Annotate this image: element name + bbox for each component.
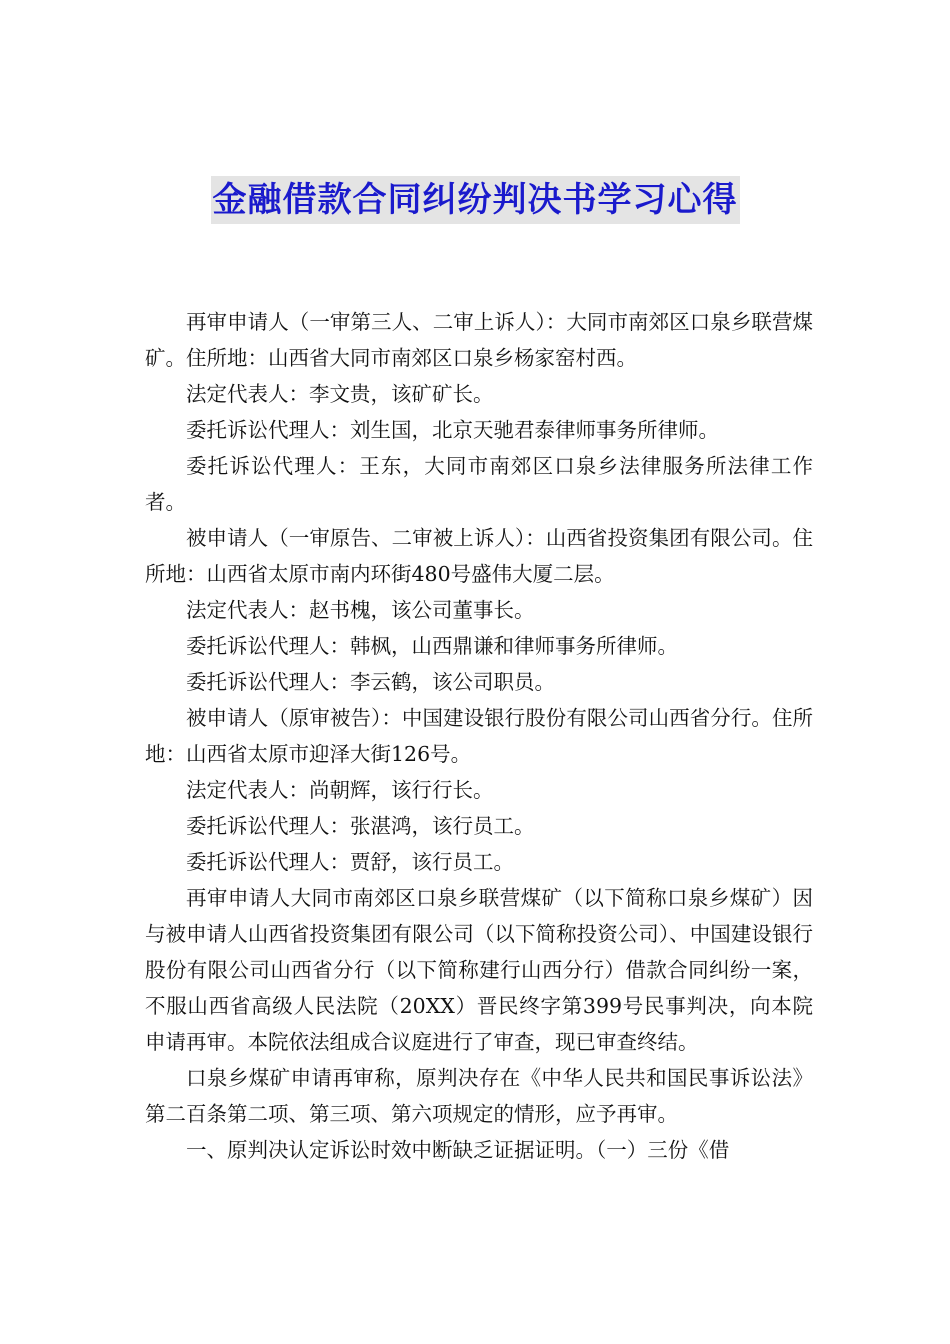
paragraph-agent-3: 委托诉讼代理人：韩枫，山西鼎谦和律师事务所律师。 (186, 634, 678, 658)
paragraph-case-summary: 再审申请人大同市南郊区口泉乡联营煤矿（以下简称口泉乡煤矿）因与被申请人山西省投资集团有限公司（以下简称投资公司）、中国建设银行股份有限公司山西省分行（以下简称建行山西分行）借款合同纠纷一案，不服山西省高级人民法院（20XX）晋民终字第399号民事判决，向本院申请再审。本院依法组成合议庭进行了审查，现已审查终结。 (145, 886, 813, 1054)
paragraph-agent-2: 委托诉讼代理人：王东，大同市南郊区口泉乡法律服务所法律工作者。 (145, 454, 813, 514)
paragraph-agent-4: 委托诉讼代理人：李云鹤，该公司职员。 (186, 670, 555, 694)
paragraph-agent-6: 委托诉讼代理人：贾舒，该行员工。 (186, 850, 514, 874)
paragraph-applicant: 再审申请人（一审第三人、二审上诉人）：大同市南郊区口泉乡联营煤矿。住所地：山西省大同市南郊区口泉乡杨家窑村西。 (145, 310, 813, 370)
paragraph-agent-1: 委托诉讼代理人：刘生国，北京天驰君泰律师事务所律师。 (186, 418, 719, 442)
paragraph-respondent-1: 被申请人（一审原告、二审被上诉人）：山西省投资集团有限公司。住所地：山西省太原市南内环街480号盛伟大厦二层。 (145, 526, 813, 586)
paragraph-legal-rep-3: 法定代表人：尚朝辉，该行行长。 (186, 778, 494, 802)
title-container (0, 176, 950, 224)
paragraph-legal-rep-1: 法定代表人：李文贵，该矿矿长。 (186, 382, 494, 406)
paragraph-agent-5: 委托诉讼代理人：张湛鸿，该行员工。 (186, 814, 535, 838)
document-title: 金融借款合同纠纷判决书学习心得 (211, 176, 740, 224)
paragraph-point-one: 一、原判决认定诉讼时效中断缺乏证据证明。（一）三份《借 (186, 1138, 730, 1162)
paragraph-legal-rep-2: 法定代表人：赵书槐，该公司董事长。 (186, 598, 535, 622)
paragraph-retrial-claim: 口泉乡煤矿申请再审称，原判决存在《中华人民共和国民事诉讼法》第二百条第二项、第三项、第六项规定的情形，应予再审。 (145, 1066, 813, 1126)
paragraph-respondent-2: 被申请人（原审被告）：中国建设银行股份有限公司山西省分行。住所地：山西省太原市迎泽大街126号。 (145, 706, 813, 766)
document-body (145, 304, 813, 1168)
